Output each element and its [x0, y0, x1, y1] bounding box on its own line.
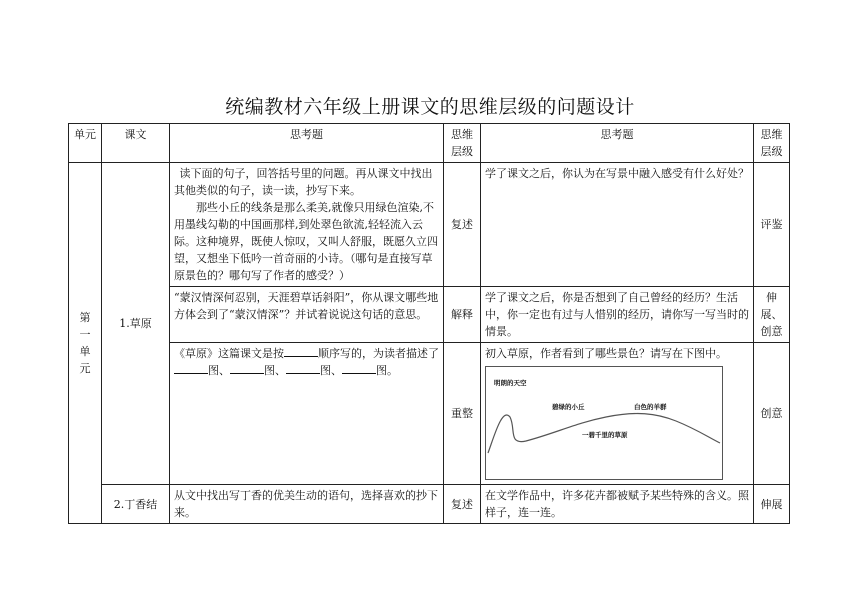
- header-question-1: 思考题: [170, 124, 444, 163]
- table-row: [69, 343, 790, 485]
- level-cell: 重整: [444, 343, 481, 485]
- fill-blank: [174, 362, 208, 374]
- question-text: 图、: [264, 364, 286, 377]
- question-design-table: [68, 123, 790, 524]
- question-cell: [170, 163, 444, 287]
- level-cell: 评鉴: [754, 163, 790, 287]
- header-level-1: 思维层级: [444, 124, 481, 163]
- level-cell: 复述: [444, 163, 481, 287]
- fill-blank: [286, 362, 320, 374]
- question-text: 图、: [208, 364, 230, 377]
- fill-blank: [284, 345, 318, 357]
- header-question-2: 思考题: [481, 124, 754, 163]
- document-title: 统编教材六年级上册课文的思维层级的问题设计: [225, 96, 635, 118]
- fill-blank: [230, 362, 264, 374]
- table-row: [69, 287, 790, 343]
- level-cell: 伸展: [754, 485, 790, 524]
- grassland-sketch: [485, 366, 723, 480]
- question-text: 图。: [376, 364, 398, 377]
- lesson-cell-2: 2.丁香结: [102, 485, 170, 524]
- level-cell: 复述: [444, 485, 481, 524]
- label-sky: 明朗的天空: [494, 379, 527, 387]
- table-header-row: [69, 124, 790, 163]
- question-text: 《草原》这篇课文是按: [174, 347, 284, 360]
- level-cell: 创意: [754, 343, 790, 485]
- question-cell: 学了课文之后，你是否想到了自己曾经的经历？生活中，你一定也有过与人惜别的经历，请你写一写当时的情景。: [481, 287, 754, 343]
- table-row: [69, 485, 790, 524]
- header-text: 课文: [102, 124, 170, 163]
- question-text: 读下面的句子，回答括号里的问题。再从课文中找出其他类似的句子，读一读，抄写下来。: [174, 167, 433, 197]
- quoted-passage: 那些小丘的线条是那么柔美,就像只用绿色渲染,不用墨线勾勒的中国画那样,到处翠色欲流,轻轻流入云际。这种境界，既使人惊叹，又叫人舒服，既愿久立四望，又想坐下低吟一首奇丽的小诗。（哪句是直接写草原景色的？哪句写了作者的感受？）: [174, 201, 438, 282]
- header-unit: 单元: [69, 124, 102, 163]
- question-cell: “蒙汉情深何忍别，天涯碧草话斜阳”，你从课文哪些地方体会到了“蒙汉情深”？并试着说说这句话的意思。: [170, 287, 444, 343]
- label-grassland: 一碧千里的草原: [582, 431, 628, 439]
- question-cell: 在文学作品中，许多花卉都被赋予某些特殊的含义。照样子，连一连。: [481, 485, 754, 524]
- unit-cell: 第一单元: [69, 163, 102, 524]
- question-cell: [481, 343, 754, 485]
- question-text: 顺序写的，为读者描述了: [318, 347, 439, 360]
- question-cell: 从文中找出写丁香的优美生动的语句，选择喜欢的抄下来。: [170, 485, 444, 524]
- table-row: [69, 163, 790, 287]
- question-text: 初入草原，作者看到了哪些景色？请写在下图中。: [485, 347, 727, 360]
- fill-blank: [342, 362, 376, 374]
- label-hill: 碧绿的小丘: [552, 403, 585, 411]
- lesson-cell-1: 1.草原: [102, 163, 170, 485]
- level-cell: 解释: [444, 287, 481, 343]
- question-cell: [170, 343, 444, 485]
- label-sheep: 白色的羊群: [634, 403, 667, 411]
- header-level-2: 思维层级: [754, 124, 790, 163]
- hill-line-drawing: [486, 367, 722, 479]
- question-text: 图、: [320, 364, 342, 377]
- question-cell: 学了课文之后，你认为在写景中融入感受有什么好处？: [481, 163, 754, 287]
- level-cell: 伸展、创意: [754, 287, 790, 343]
